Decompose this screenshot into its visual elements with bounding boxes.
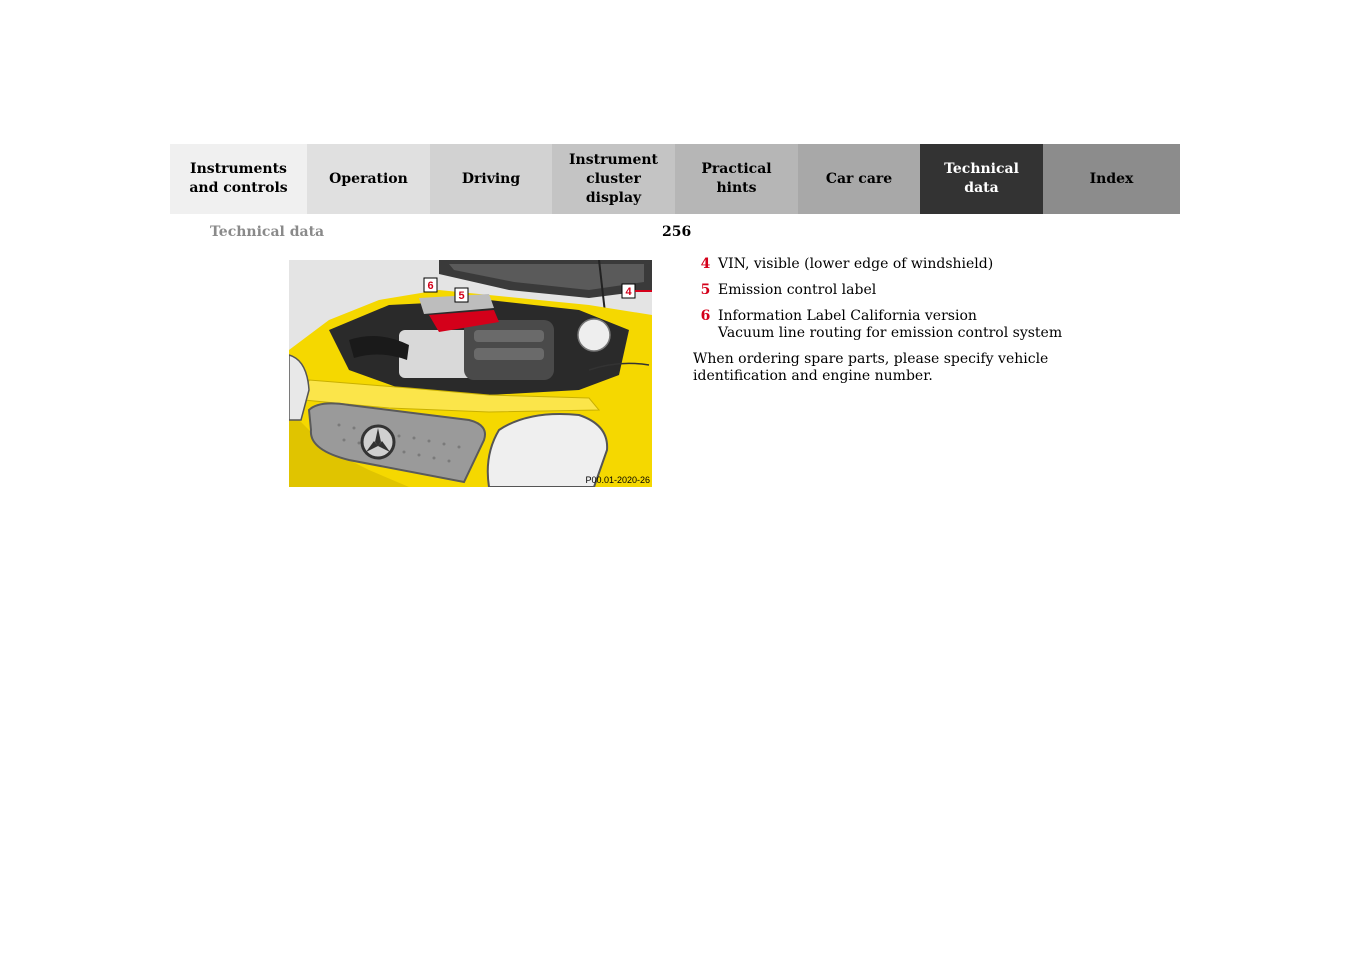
figure-code: P00.01-2020-26 (585, 475, 650, 485)
tab-label: Index (1089, 170, 1134, 187)
callout-text: VIN, visible (lower edge of windshield) (718, 256, 994, 272)
tab-operation[interactable] (307, 144, 430, 214)
callout-number: 6 (700, 308, 711, 324)
callout-text: Information Label California version Vacuum line routing for emission control system (718, 308, 1063, 341)
engine-compartment-illustration (289, 260, 652, 487)
section-title: Technical data (210, 224, 325, 240)
chapter-nav (170, 144, 1180, 214)
spare-parts-note: When ordering spare parts, please specify vehicle identification and engine number. (693, 351, 1049, 384)
figure-label-5-text: 5 (458, 290, 465, 302)
tab-practical-hints[interactable] (675, 144, 798, 214)
tab-technical-data[interactable] (920, 144, 1043, 214)
figure-label-6-text: 6 (427, 280, 434, 292)
tab-label: Driving (461, 170, 521, 187)
callout-number: 5 (700, 282, 711, 298)
tab-index[interactable] (1043, 144, 1180, 214)
figure-label-5 (455, 288, 468, 302)
tab-label: Practical hints (701, 161, 772, 196)
tab-label: Operation (329, 170, 408, 187)
tab-label: Instruments and controls (189, 161, 288, 196)
callout-list (693, 256, 1093, 385)
page-number: 256 (662, 224, 692, 240)
callout-item (693, 256, 1093, 273)
callout-text: Emission control label (718, 282, 877, 298)
callout-item (693, 282, 1093, 299)
callout-item (693, 308, 1093, 342)
tab-label: Instrument cluster display (569, 151, 658, 206)
figure-label-4-text: 4 (625, 286, 632, 298)
figure-label-6 (424, 278, 437, 292)
callout-number: 4 (700, 256, 711, 272)
tab-driving[interactable] (430, 144, 552, 214)
tab-instrument-cluster-display[interactable] (552, 144, 675, 214)
tab-instruments-and-controls[interactable] (170, 144, 307, 214)
tab-car-care[interactable] (798, 144, 920, 214)
tab-label: Car care (825, 170, 893, 187)
tab-label: Technical data (944, 161, 1019, 196)
